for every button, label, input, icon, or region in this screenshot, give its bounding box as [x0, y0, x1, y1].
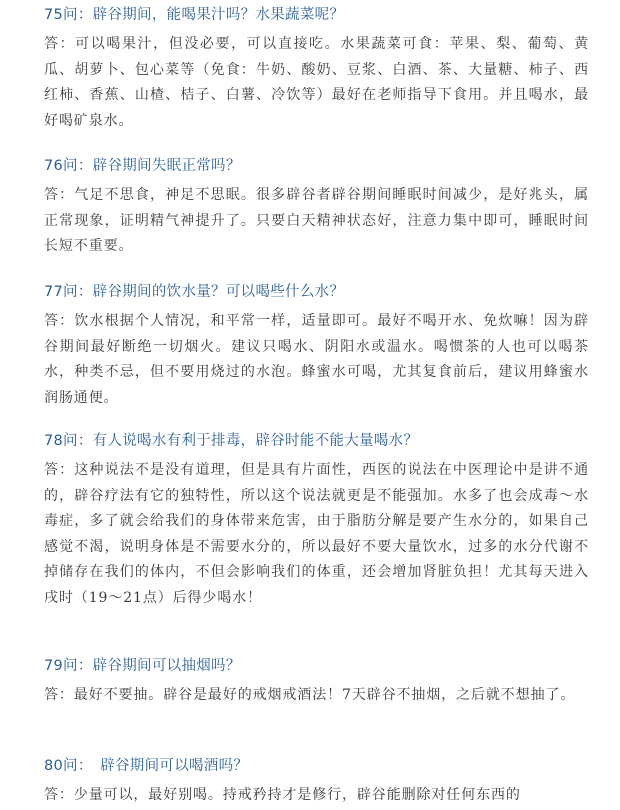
qa-item-78 — [44, 430, 589, 611]
answer-text: 答：饮水根据个人情况，和平常一样，适量即可。最好不喝开水、免炊嘛！因为辟谷期间最好断绝一切烟火。建议只喝水、阴阳水或温水。喝惯茶的人也可以喝茶水，种类不忌，但不要用烧过的水泡。蜂蜜水可喝，尤其复食前后，建议用蜂蜜水润肠通便。 — [44, 313, 589, 406]
qa-item-75 — [44, 4, 589, 134]
qa-item-77 — [44, 281, 589, 411]
answer-text: 答：这种说法不是没有道理，但是具有片面性，西医的说法在中医理论中是讲不通的，辟谷疗法有它的独特性，所以这个说法就更是不能强加。水多了也会成毒～水毒症，多了就会给我们的身体带来危害，由于脂肪分解是要产生水分的，如果自己感觉不渴，说明身体是不需要水分的，所以最好不要大量饮水，过多的水分代谢不掉储存在我们的体内，不但会影响我们的体重，还会增加肾脏负担！尤其每天进入戌时（19～21点）后得少喝水！ — [44, 462, 589, 606]
answer-text: 答：最好不要抽。辟谷是最好的戒烟戒酒法！7天辟谷不抽烟，之后就不想抽了。 — [44, 687, 576, 703]
qa-item-79 — [44, 655, 589, 709]
question-heading: 80问： 辟谷期间可以喝酒吗？ — [44, 758, 249, 774]
question-heading: 79问：辟谷期间可以抽烟吗？ — [44, 658, 241, 674]
question-heading: 78问：有人说喝水有利于排毒，辟谷时能不能大量喝水？ — [44, 433, 419, 449]
answer-text: 答：可以喝果汁，但没必要，可以直接吃。水果蔬菜可食：苹果、梨、葡萄、黄瓜、胡萝卜、包心菜等（免食：牛奶、酸奶、豆浆、白酒、茶、大量糖、柿子、西红柿、香蕉、山楂、桔子、白薯、冷饮等）最好在老师指导下食用。并且喝水，最好喝矿泉水。 — [44, 36, 589, 129]
question-heading: 75问：辟谷期间，能喝果汁吗？水果蔬菜呢？ — [44, 7, 345, 23]
question-heading: 77问：辟谷期间的饮水量？可以喝些什么水？ — [44, 284, 345, 300]
qa-item-76 — [44, 155, 589, 260]
answer-text: 答：少量可以，最好别喝。持戒矜持才是修行，辟谷能删除对任何东西的 — [44, 787, 521, 803]
qa-item-80 — [44, 755, 589, 809]
question-heading: 76问：辟谷期间失眠正常吗？ — [44, 158, 241, 174]
answer-text: 答：气足不思食，神足不思眠。很多辟谷者辟谷期间睡眠时间减少，是好兆头，属正常现象，证明精气神提升了。只要白天精神状态好，注意力集中即可，睡眠时间长短不重要。 — [44, 187, 589, 254]
